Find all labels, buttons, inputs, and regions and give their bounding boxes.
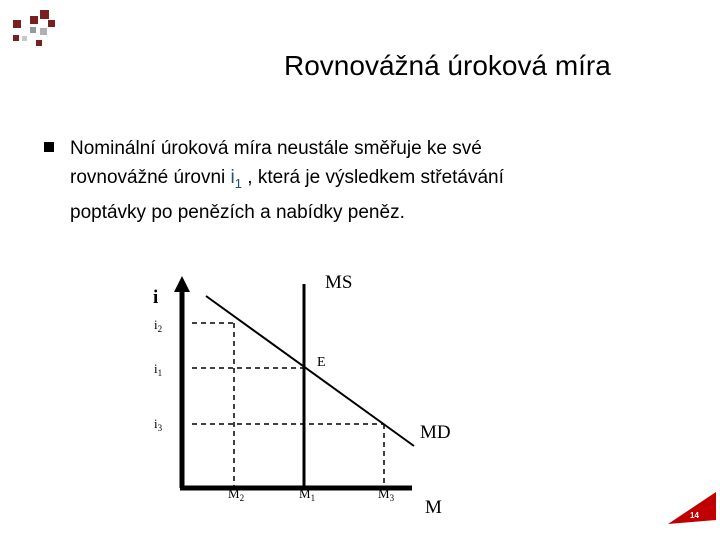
tick-i3: $i_3$ [154,416,163,433]
bullet-line-1: Nominální úroková míra neustále směřuje ke své [70,138,482,159]
page-number-badge [664,484,720,540]
label-m: M [425,497,442,518]
tick-i1: $i_1$ [154,361,163,378]
bullet-line-3: poptávky po penězích a nabídky peněz. [70,201,405,223]
tick-m3: $M_3$ [378,486,395,503]
bullet-line-2-pre: rovnovážné úrovni [70,167,231,188]
label-md: MD [420,422,451,443]
slide-title: Rovnovážná úroková míra [284,50,611,81]
bullet-var-i: $i_1$ [230,167,243,191]
label-ms: MS [325,272,353,293]
bullet-line-2-post: , která je výsledkem střetávání [242,167,504,188]
tick-i2: $i_2$ [154,317,163,334]
page-number: 14 [690,511,699,520]
tick-m2: $M_2$ [228,486,245,503]
label-i: i [153,287,159,308]
tick-m1: $M_1$ [299,486,316,503]
y-axis-arrow-icon [174,276,190,292]
label-e: E [317,355,326,370]
